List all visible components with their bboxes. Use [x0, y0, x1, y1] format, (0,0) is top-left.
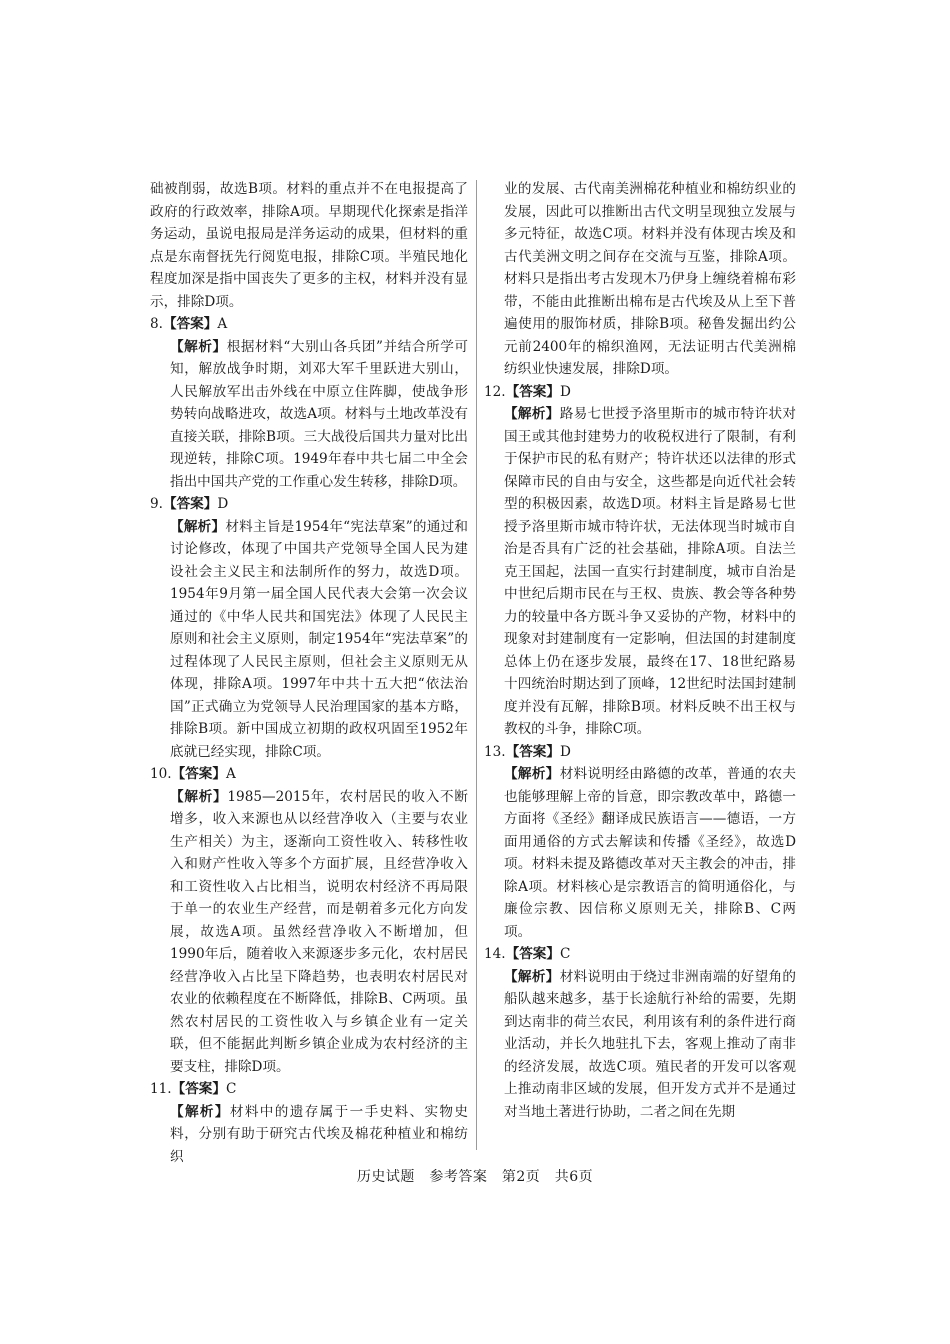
question-10	[150, 763, 468, 1078]
answer-value: A	[217, 316, 228, 332]
answer-label: 【答案】	[505, 383, 560, 400]
answer-value: D	[560, 743, 571, 760]
question-number: 14.	[484, 946, 506, 962]
question-9	[150, 493, 468, 763]
answer-value: C	[226, 1081, 237, 1097]
question-number: 11.	[150, 1081, 172, 1097]
answer-label: 【答案】	[171, 1081, 226, 1097]
answer-label: 【答案】	[162, 496, 218, 512]
analysis-text	[150, 1101, 468, 1169]
answer-label: 【答案】	[162, 316, 218, 332]
analysis-body: 1985—2015年，农村居民的收入不断增多，收入来源也从以经营净收入（主要与农业生产相关）为主，逐渐向工资性收入、转移性收入和财产性收入等多个方面扩展，且经营净收入和工资性收入占比相当，说明农村经济不再局限于单一的农业生产经营，而是朝着多元化方向发展，故选A项。虽然经营净收入不断增加，但1990年后，随着收入来源逐步多元化，农村居民经营净收入占比呈下降趋势，也表明农村居民对农业的依赖程度在不断降低，排除B、C两项。虽然农村居民的工资性收入与乡镇企业有一定关联，但不能据此判断乡镇企业成为农村经济的主要支柱，排除D项。	[170, 788, 468, 1075]
question-13	[484, 741, 796, 944]
left-continuation-text: 础被削弱，故选B项。材料的重点并不在电报提高了政府的行政效率，排除A项。早期现代化探索是指洋务运动，虽说电报局是洋务运动的成果，但材料的重点是东南督抚先行阅览电报，排除C项。半殖民地化程度加深是指中国丧失了更多的主权，材料并没有显示，排除D项。	[150, 181, 468, 310]
page-footer: 历史试题 参考答案 第2页 共6页	[356, 1169, 594, 1185]
answer-label: 【答案】	[171, 766, 226, 782]
answer-value: C	[560, 946, 571, 962]
analysis-body: 材料说明由于绕过非洲南端的好望角的船队越来越多，基于长途航行补给的需要，先期到达南非的荷兰农民，利用该有利的条件进行商业活动，并长久地驻扎下去，客观上推动了南非的经济发展，故选C项。殖民者的开发可以客观上推动南非区域的发展，但开发方式并不是通过对当地土著进行协助，二者之间在先期	[504, 968, 797, 1120]
analysis-label: 【解析】	[504, 406, 560, 422]
question-number: 8.	[150, 316, 163, 332]
answer-label: 【答案】	[505, 743, 560, 760]
left-column	[150, 178, 468, 1168]
question-number: 9.	[150, 496, 163, 512]
analysis-label: 【解析】	[170, 1103, 230, 1120]
analysis-body: 材料主旨是1954年“宪法草案”的通过和讨论修改，体现了中国共产党领导全国人民为建设社会主义民主和法制所作的努力，故选D项。1954年9月第一届全国人民代表大会第一次会议通过的《中华人民共和国宪法》体现了人民民主原则和社会主义原则，制定1954年“宪法草案”的过程体现了人民民主原则，但社会主义原则无从体现，排除A项。1997年中共十五大把“依法治国”正式确立为党领导人民治理国家的基本方略，排除B项。新中国成立初期的政权巩固至1952年底就已经实现，排除C项。	[170, 518, 468, 760]
answer-line	[484, 381, 796, 404]
answer-label: 【答案】	[505, 946, 560, 962]
analysis-body: 材料说明经由路德的改革，普通的农夫也能够理解上帝的旨意，即宗教改革中，路德一方面将《圣经》翻译成民族语言——德语，一方面用通俗的方式去解读和传播《圣经》，故选D项。材料未提及路德改革对天主教会的冲击，排除A项。材料核心是宗教语言的简明通俗化，与廉俭宗教、因信称义原则无关，排除B、C两项。	[504, 766, 797, 940]
analysis-label: 【解析】	[504, 968, 560, 985]
answer-line	[484, 741, 796, 764]
question-12	[484, 381, 796, 741]
answer-line	[150, 493, 468, 516]
analysis-text	[150, 516, 468, 764]
analysis-label: 【解析】	[170, 518, 226, 535]
analysis-body: 材料中的遗存属于一手史料、实物史料，分别有助于研究古代埃及棉花种植业和棉纺织	[170, 1103, 468, 1165]
analysis-text	[150, 786, 468, 1079]
analysis-text	[484, 763, 796, 943]
question-number: 12.	[484, 383, 506, 400]
analysis-label: 【解析】	[170, 788, 228, 805]
analysis-body: 路易七世授予洛里斯市的城市特许状对国王或其他封建势力的收税权进行了限制，有利于保护市民的私有财产；特许状还以法律的形式保障市民的自由与安全，这些都是向近代社会转型的积极因素，故选D项。材料主旨是路易七世授予洛里斯市城市特许状，无法体现当时城市自治是否具有广泛的社会基础，排除A项。自法兰克王国起，法国一直实行封建制度，城市自治是中世纪后期市民在与王权、贵族、教会等各种势力的较量中各方既斗争又妥协的产物，材料中的现象对封建制度有一定影响，但法国的封建制度总体上仍在逐步发展，最终在17、18世纪路易十四统治时期达到了顶峰，12世纪时法国封建制度并没有瓦解，排除B项。材料反映不出王权与教权的斗争，排除C项。	[504, 406, 797, 737]
answer-value: D	[217, 496, 229, 512]
question-14	[484, 943, 796, 1123]
answer-line	[150, 1078, 468, 1101]
question-number: 13.	[484, 743, 506, 760]
column-divider	[476, 180, 477, 1150]
question-11	[150, 1078, 468, 1168]
question-number: 10.	[150, 766, 172, 782]
analysis-text	[484, 966, 796, 1124]
analysis-body: 根据材料“大别山各兵团”并结合所学可知，解放战争时期，刘邓大军千里跃进大别山，人民解放军出击外线在中原立住阵脚，使战争形势转向战略进攻，故选A项。材料与土地改革没有直接关联，排除B项。三大战役后国共力量对比出现逆转，排除C项。1949年春中共七届二中全会指出中国共产党的工作重心发生转移，排除D项。	[170, 338, 468, 490]
analysis-label: 【解析】	[170, 338, 227, 355]
analysis-text	[484, 403, 796, 741]
answer-value: D	[560, 383, 571, 400]
answer-line	[150, 313, 468, 336]
right-column	[484, 178, 796, 1123]
answer-line	[150, 763, 468, 786]
right-continuation-text: 业的发展、古代南美洲棉花种植业和棉纺织业的发展，因此可以推断出古代文明呈现独立发展与多元特征，故选C项。材料并没有体现古埃及和古代美洲文明之间存在交流与互鉴，排除A项。材料只是指出考古发现木乃伊身上缠绕着棉布彩带，不能由此推断出棉布是古代埃及从上至下普遍使用的服饰材质，排除B项。秘鲁发掘出约公元前2400年的棉织渔网，无法证明古代美洲棉纺织业快速发展，排除D项。	[504, 181, 796, 377]
question-8	[150, 313, 468, 493]
analysis-text	[150, 336, 468, 494]
answer-line	[484, 943, 796, 966]
answer-value: A	[226, 766, 236, 782]
analysis-label: 【解析】	[504, 766, 560, 782]
